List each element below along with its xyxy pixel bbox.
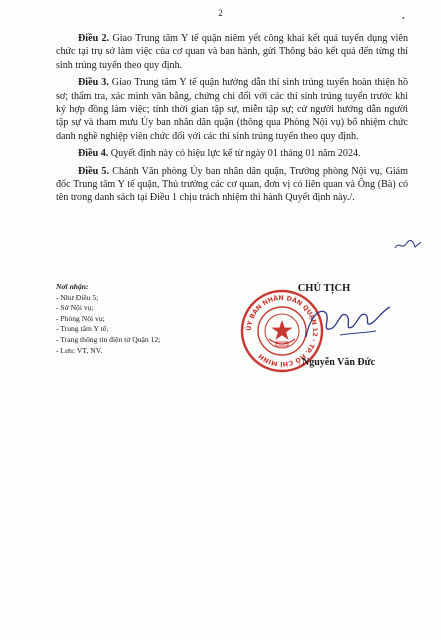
signer-name: Nguyễn Văn Đức <box>302 357 376 368</box>
recipient-item: - Phòng Nội vụ; <box>56 313 105 323</box>
recipient-item: - Trung tâm Y tế; <box>56 324 109 334</box>
initial-mark <box>393 238 423 252</box>
decision-articles <box>56 32 408 209</box>
article-4 <box>56 147 408 160</box>
chair-title: CHỦ TỊCH <box>297 283 351 294</box>
recipient-item: - Trang thông tin điện tử Quận 12; <box>56 334 161 344</box>
svg-text:ỦY BAN NHÂN DÂN QUẬN 12 · TP.: ỦY BAN NHÂN DÂN QUẬN 12 · TP. HỒ CHÍ MINH <box>244 293 320 369</box>
article-text: Giao Trung tâm Y tế quận hướng dẫn thí sinh trúng tuyển hoàn thiện hồ sơ; thẩm tra, xác minh văn bằng, chứng chỉ đối với các thí sinh trúng tuyển trước khi ký hợp đồng làm việc; tính thời gian tập sự, miễn tập sự; cử người hướng dẫn người tập sự và tham mưu Ủy ban nhân dân quận (thông qua Phòng Nội vụ) bổ nhiệm chức danh nghề nghiệp viên chức đối với các thí sinh trúng tuyển theo quy định. <box>56 77 408 142</box>
page-number: 2 <box>218 8 223 18</box>
article-label: Điều 3. <box>78 77 109 89</box>
scan-mark: • <box>402 14 405 23</box>
recipient-item: - Sở Nội vụ; <box>56 303 94 313</box>
recipients-list <box>56 282 206 356</box>
article-text: Chánh Văn phòng Ủy ban nhân dân quận, Trưởng phòng Nội vụ, Giám đốc Trung tâm Y tế quận, Thủ trưởng các cơ quan, đơn vị có liên quan và Ông (Bà) có tên trong danh sách tại Điều 1 chịu trách nhiệm thi hành Quyết định này./. <box>56 165 409 204</box>
recipient-item: - Lưu: VT, NV. <box>56 345 103 355</box>
article-5 <box>56 165 408 205</box>
article-label: Điều 4. <box>78 148 109 160</box>
article-3 <box>56 76 408 143</box>
article-label: Điều 2. <box>78 33 110 44</box>
signature-block <box>240 283 400 403</box>
recipient-item: - Như Điều 5; <box>56 292 99 302</box>
article-2 <box>56 32 408 72</box>
article-label: Điều 5. <box>78 165 110 177</box>
recipients-title: Nơi nhận: <box>56 282 89 291</box>
article-text: Quyết định này có hiệu lực kể từ ngày 01 tháng 01 năm 2024. <box>108 148 361 160</box>
article-text: Giao Trung tâm Y tế quận niêm yết công khai kết quả tuyển dụng viên chức tại trụ sở làm việc của cơ quan và ban hành, gửi Thông báo kết quả đến từng thí sinh trúng tuyển theo quy định. <box>56 33 409 71</box>
handwritten-signature-icon <box>300 297 396 347</box>
